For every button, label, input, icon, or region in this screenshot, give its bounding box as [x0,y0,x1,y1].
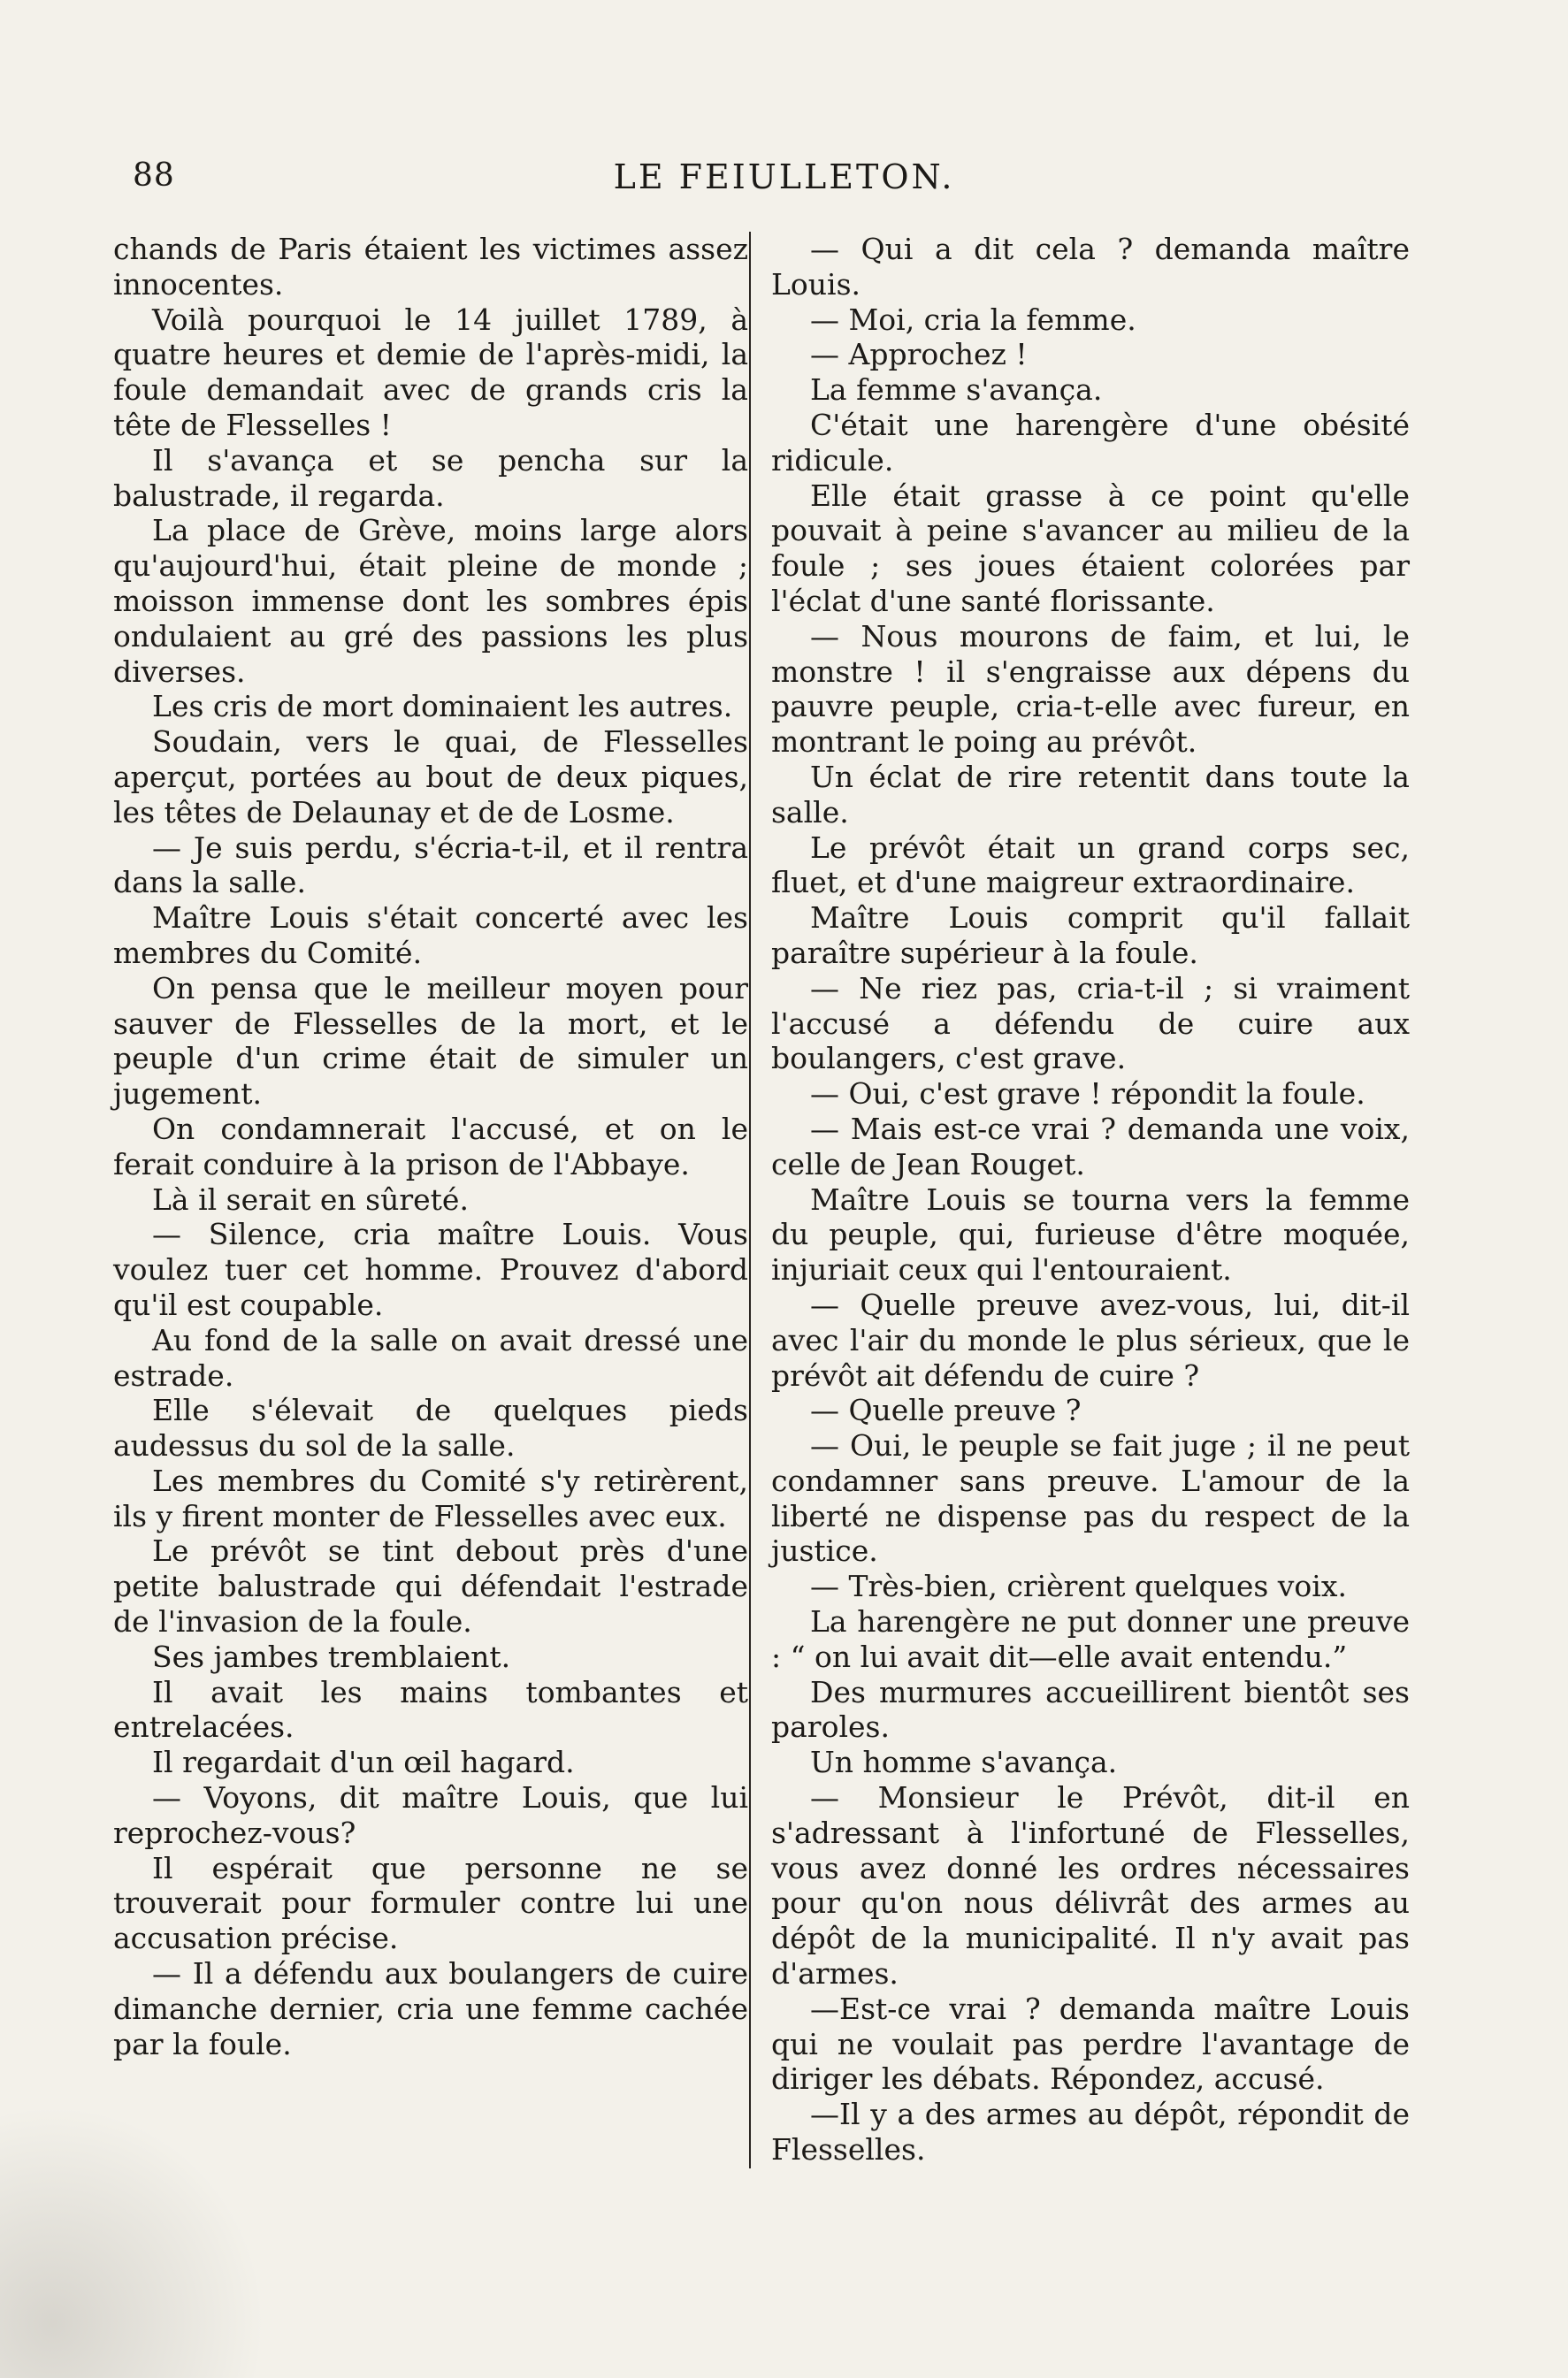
paragraph: Un éclat de rire retentit dans toute la salle. [771,759,1410,830]
paragraph: Le prévôt était un grand corps sec, fluet, et d'une maigreur extraordinaire. [771,830,1410,900]
paragraph: Il regardait d'un œil hagard. [152,1745,575,1780]
column-divider [749,232,751,2168]
paragraph: On pensa que le meilleur moyen pour sauver de Flesselles de la mort, et le peuple d'un crime était de simuler un jugement. [113,970,748,1112]
paper-stain [0,2105,265,2378]
page-number: 88 [133,157,175,194]
paragraph: Les cris de mort dominaient les autres. [152,689,733,724]
paragraph: — Moi, cria la femme. [810,302,1136,337]
paragraph: C'était une harengère d'une obésité ridicule. [771,407,1410,478]
paragraph: Des murmures accueillirent bientôt ses paroles. [771,1674,1410,1745]
paragraph: Là il serait en sûreté. [152,1181,469,1217]
paragraph: Il espérait que personne ne se trouverait pour formuler contre lui une accusation précise. [113,1850,748,1956]
paragraph: La femme s'avança. [810,372,1103,408]
paragraph: Un homme s'avança. [810,1745,1118,1780]
paragraph: — Très-bien, crièrent quelques voix. [810,1569,1347,1604]
paragraph: Voilà pourquoi le 14 juillet 1789, à quatre heures et demie de l'après-midi, la foule demandait avec de grands cris la tête de Flesselles ! [113,302,748,442]
paragraph: La place de Grève, moins large alors qu'aujourd'hui, était pleine de monde ; moisson immense dont les sombres épis ondulaient au gré des passions les plus diverses. [113,513,748,689]
paragraph: — Voyons, dit maître Louis, que lui reprochez-vous? [113,1780,748,1850]
paragraph: — Je suis perdu, s'écria-t-il, et il rentra dans la salle. [113,830,748,900]
paragraph: Elle s'élevait de quelques pieds audessus du sol de la salle. [113,1393,748,1464]
running-head-title: LE FEIULLETON. [613,157,955,196]
paragraph: — Oui, c'est grave ! répondit la foule. [810,1076,1365,1112]
paragraph: Elle était grasse à ce point qu'elle pouvait à peine s'avancer au milieu de la foule ; ses joues étaient colorées par l'éclat d'une santé florissante. [771,478,1410,618]
paragraph: Maître Louis s'était concerté avec les membres du Comité. [113,900,748,970]
paragraph: La harengère ne put donner une preuve : “ on lui avait dit—elle avait entendu.” [771,1604,1410,1674]
paragraph: — Oui, le peuple se fait juge ; il ne peut condamner sans preuve. L'amour de la liberté ne dispense pas du respect de la justice. [771,1428,1410,1569]
paragraph: chands de Paris étaient les victimes assez innocentes. [113,232,748,302]
paragraph: —Il y a des armes au dépôt, répondit de Flesselles. [771,2097,1410,2168]
paragraph: Il avait les mains tombantes et entrelacées. [113,1674,748,1745]
paragraph: — Qui a dit cela ? demanda maître Louis. [771,232,1410,302]
paragraph: Ses jambes tremblaient. [152,1639,511,1674]
paragraph: — Monsieur le Prévôt, dit-il en s'adressant à l'infortuné de Flesselles, vous avez donné les ordres nécessaires pour qu'on nous délivrât des armes au dépôt de la municipalité. Il n'y avait pas d'armes. [771,1780,1410,1992]
paragraph: — Quelle preuve ? [810,1393,1082,1428]
paragraph: — Ne riez pas, cria-t-il ; si vraiment l'accusé a défendu de cuire aux boulangers, c'est grave. [771,970,1410,1076]
paragraph: — Quelle preuve avez-vous, lui, dit-il avec l'air du monde le plus sérieux, que le prévôt ait défendu de cuire ? [771,1287,1410,1393]
paragraph: —Est-ce vrai ? demanda maître Louis qui ne voulait pas perdre l'avantage de diriger les débats. Répondez, accusé. [771,1991,1410,2097]
left-text-column [113,232,748,2061]
paragraph: Soudain, vers le quai, de Flesselles aperçut, portées au bout de deux piques, les têtes de Delaunay et de de Losme. [113,724,748,830]
paragraph: Au fond de la salle on avait dressé une estrade. [113,1322,748,1393]
paragraph: On condamnerait l'accusé, et on le ferait conduire à la prison de l'Abbaye. [113,1111,748,1181]
paragraph: Les membres du Comité s'y retirèrent, ils y firent monter de Flesselles avec eux. [113,1463,748,1533]
right-text-column [771,232,1410,2168]
paragraph: — Approchez ! [810,337,1028,372]
paragraph: — Nous mourons de faim, et lui, le monstre ! il s'engraisse aux dépens du pauvre peuple, cria-t-elle avec fureur, en montrant le poing au prévôt. [771,618,1410,760]
paragraph: Maître Louis comprit qu'il fallait paraître supérieur à la foule. [771,900,1410,970]
paragraph: Maître Louis se tourna vers la femme du peuple, qui, furieuse d'être moquée, injuriait ceux qui l'entouraient. [771,1181,1410,1288]
paragraph: — Mais est-ce vrai ? demanda une voix, celle de Jean Rouget. [771,1111,1410,1181]
paragraph: Il s'avança et se pencha sur la balustrade, il regarda. [113,442,748,513]
paragraph: Le prévôt se tint debout près d'une petite balustrade qui défendait l'estrade de l'invasion de la foule. [113,1533,748,1640]
paragraph: — Il a défendu aux boulangers de cuire dimanche dernier, cria une femme cachée par la foule. [113,1956,748,2061]
paragraph: — Silence, cria maître Louis. Vous voulez tuer cet homme. Prouvez d'abord qu'il est coupable. [113,1217,748,1322]
